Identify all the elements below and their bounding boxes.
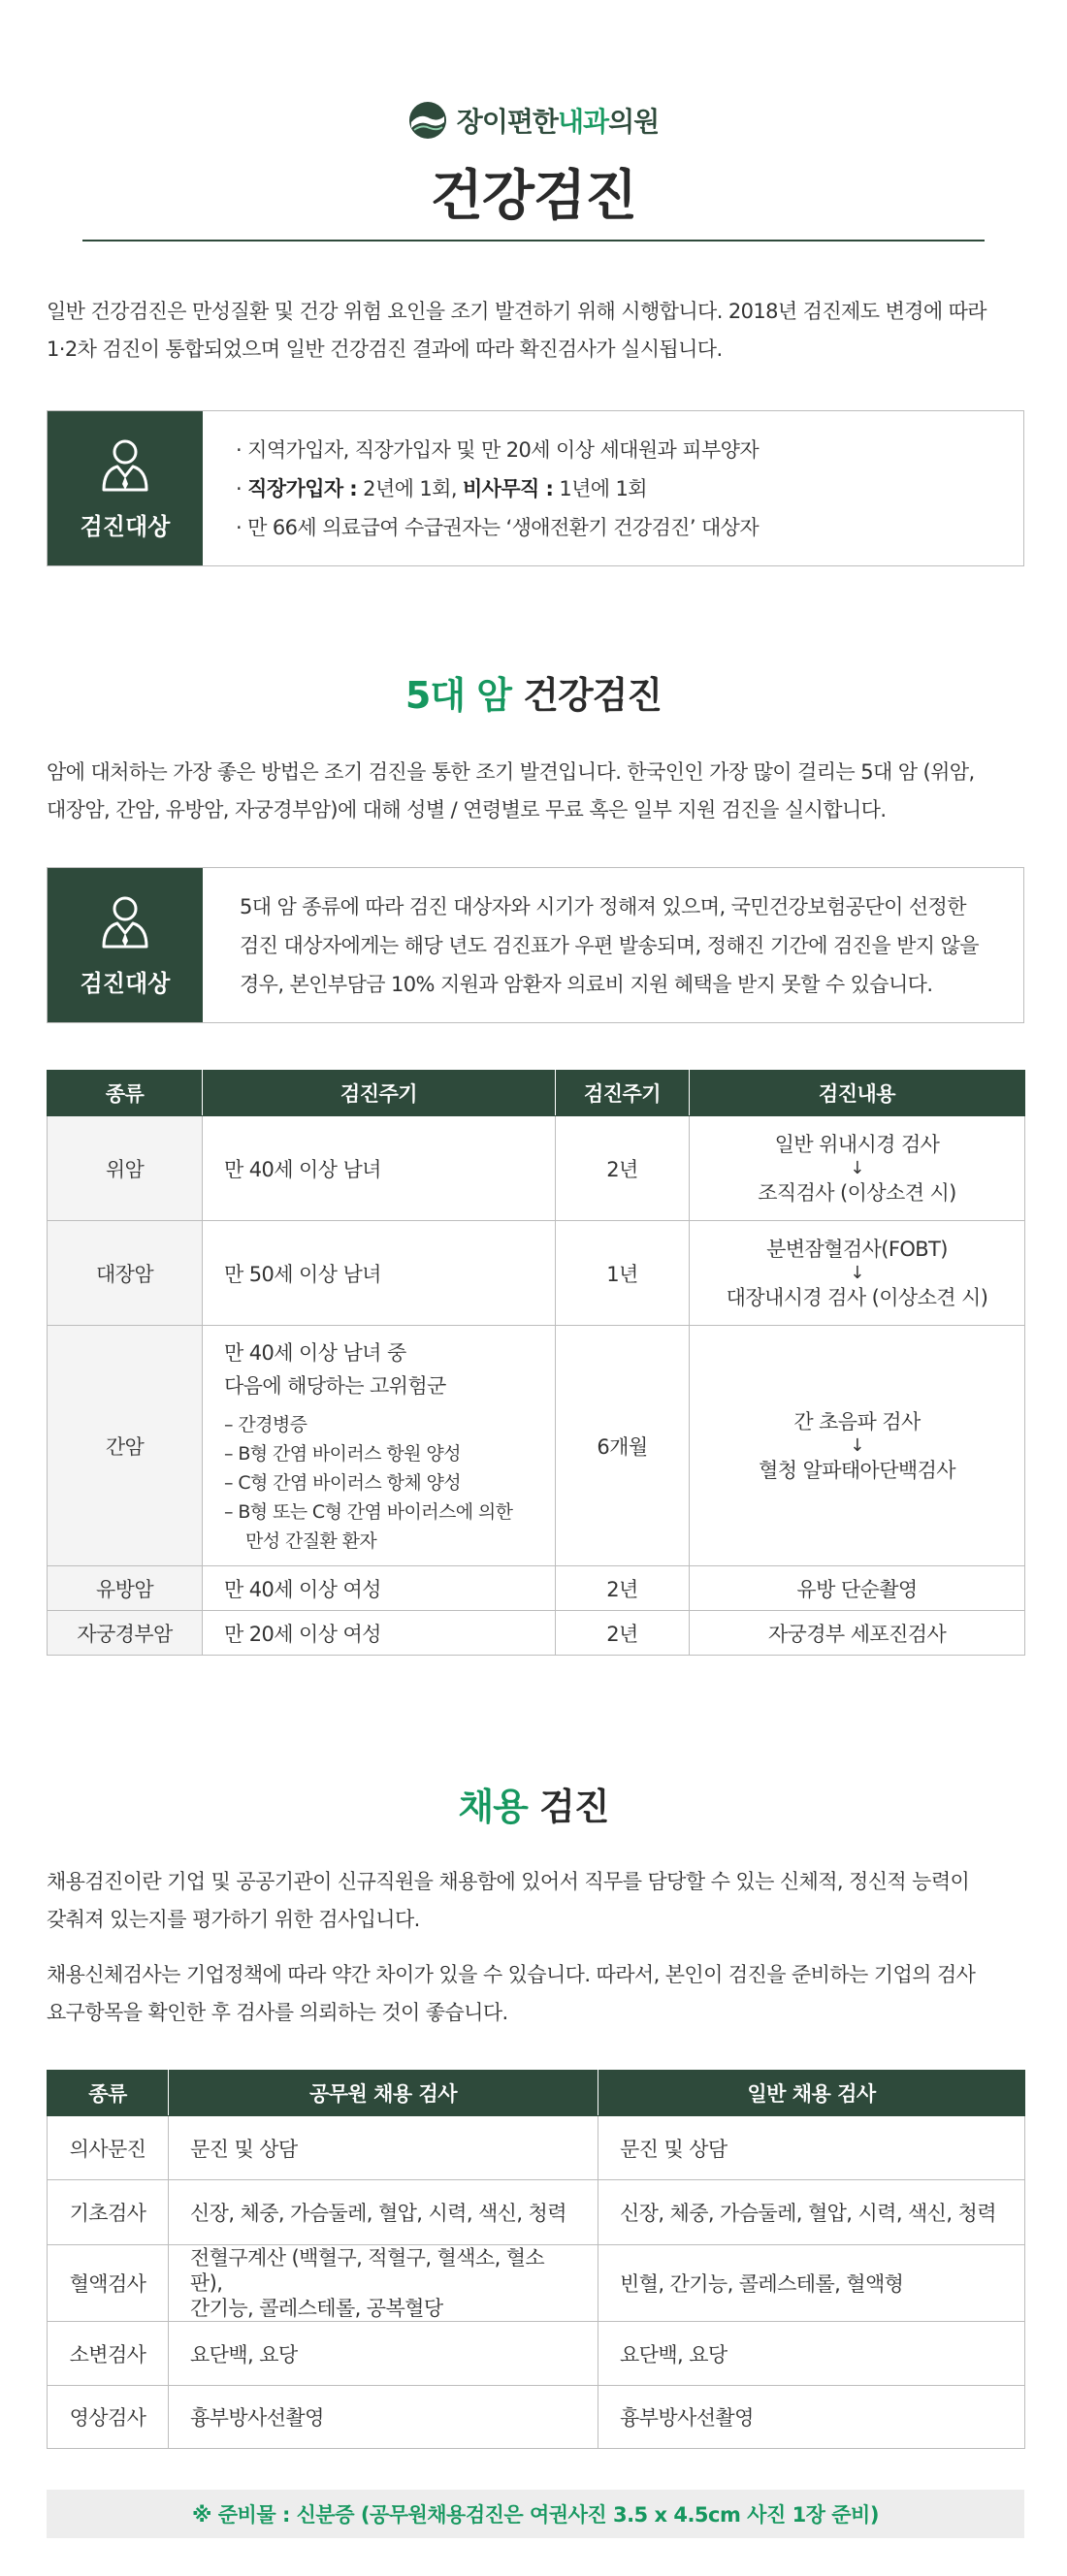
- cancer-kind: 간암: [48, 1326, 203, 1566]
- table-header-row: [48, 2071, 1025, 2116]
- list-item: – 간경병증: [224, 1413, 307, 1435]
- cancer-intro: 암에 대처하는 가장 좋은 방법은 조기 검진을 통한 조기 발견입니다. 한국인인 가장 많이 걸리는 5대 암 (위암, 대장암, 간암, 유방암, 자궁경부암)에 대해 성별 / 연령별로 무료 혹은 일부 지원 검진을 실시합니다.: [47, 760, 975, 821]
- cancer-cycle: 1년: [556, 1221, 690, 1326]
- column-header: 검진내용: [690, 1071, 1025, 1116]
- general-exam: 문진 및 상담: [598, 2116, 1025, 2180]
- exam-kind: 소변검사: [48, 2322, 169, 2386]
- clinic-name: 장이편한내과의원: [456, 106, 660, 138]
- exam-kind: 혈액검사: [48, 2245, 169, 2322]
- target-side-panel: [48, 868, 203, 1022]
- person-with-tie-icon: [98, 435, 152, 494]
- column-header: 종류: [48, 2071, 169, 2116]
- public-exam: 요단백, 요당: [169, 2322, 598, 2386]
- public-exam: 문진 및 상담: [169, 2116, 598, 2180]
- target-label: 검진대상: [80, 970, 171, 997]
- list-item: – B형 또는 C형 간염 바이러스에 의한 만성 간질환 환자: [224, 1500, 513, 1552]
- table-row: [48, 1566, 1025, 1611]
- person-with-tie-icon: [98, 892, 152, 950]
- cancer-target: 만 40세 이상 남녀: [203, 1116, 556, 1221]
- cancer-table: [47, 1070, 1025, 1656]
- exam-kind: 영상검사: [48, 2386, 169, 2449]
- list-item: – B형 간염 바이러스 항원 양성: [224, 1442, 461, 1465]
- cancer-cycle: 2년: [556, 1611, 690, 1656]
- column-header: 일반 채용 검사: [598, 2071, 1025, 2116]
- cancer-cycle: 2년: [556, 1116, 690, 1221]
- cancer-kind: 자궁경부암: [48, 1611, 203, 1656]
- public-exam: 전혈구계산 (백혈구, 적혈구, 혈색소, 혈소판), 간기능, 콜레스테롤, 공복혈당: [169, 2245, 598, 2322]
- down-arrow-icon: ↓: [850, 1157, 864, 1178]
- employment-intro-2: 채용신체검사는 기업정책에 따라 약간 차이가 있을 수 있습니다. 따라서, 본인이 검진을 준비하는 기업의 검사 요구항목을 확인한 후 검사를 의뢰하는 것이 좋습니다.: [47, 1963, 976, 2024]
- cancer-content: 간 초음파 검사 ↓ 혈청 알파태아단백검사: [690, 1326, 1025, 1566]
- table-row: [48, 2180, 1025, 2245]
- general-exam: 흉부방사선촬영: [598, 2386, 1025, 2449]
- cancer-kind: 유방암: [48, 1566, 203, 1611]
- cancer-cycle: 6개월: [556, 1326, 690, 1566]
- cancer-kind: 대장암: [48, 1221, 203, 1326]
- general-intro: 일반 건강검진은 만성질환 및 건강 위험 요인을 조기 발견하기 위해 시행합니다. 2018년 검진제도 변경에 따라 1·2차 검진이 통합되었으며 일반 건강검진 결과에 따라 확진검사가 실시됩니다.: [47, 300, 986, 361]
- column-header: 종류: [48, 1071, 203, 1116]
- risk-group-list: [224, 1410, 534, 1556]
- employment-section-title: 채용 검진: [458, 1786, 609, 1828]
- target-item: · 직장가입자 : 2년에 1회, 비사무직 : 1년에 1회: [236, 476, 647, 500]
- target-label: 검진대상: [80, 513, 171, 540]
- column-header: 검진주기: [203, 1071, 556, 1116]
- list-item: – C형 간염 바이러스 항체 양성: [224, 1471, 462, 1494]
- general-exam: 신장, 체중, 가슴둘레, 혈압, 시력, 색신, 청력: [598, 2180, 1025, 2245]
- cancer-target-box: [47, 867, 1024, 1023]
- cancer-cycle: 2년: [556, 1566, 690, 1611]
- table-row: [48, 1611, 1025, 1656]
- public-exam: 흉부방사선촬영: [169, 2386, 598, 2449]
- table-row: [48, 1221, 1025, 1326]
- public-exam: 신장, 체중, 가슴둘레, 혈압, 시력, 색신, 청력: [169, 2180, 598, 2245]
- cancer-content: 분변잠혈검사(FOBT) ↓ 대장내시경 검사 (이상소견 시): [690, 1221, 1025, 1326]
- general-exam: 빈혈, 간기능, 콜레스테롤, 혈액형: [598, 2245, 1025, 2322]
- target-list: [203, 411, 1023, 565]
- table-row: [48, 2116, 1025, 2180]
- down-arrow-icon: ↓: [850, 1434, 864, 1456]
- column-header: 공무원 채용 검사: [169, 2071, 598, 2116]
- clinic-logo: [0, 97, 1067, 144]
- table-row: [48, 1326, 1025, 1566]
- table-row: [48, 2322, 1025, 2386]
- table-row: [48, 1116, 1025, 1221]
- preparation-note: ※ 준비물 : 신분증 (공무원채용검진은 여권사진 3.5 x 4.5cm 사진 1장 준비): [47, 2490, 1024, 2538]
- cancer-content: 자궁경부 세포진검사: [690, 1611, 1025, 1656]
- cancer-target: 만 20세 이상 여성: [203, 1611, 556, 1656]
- title-divider: [82, 240, 985, 242]
- cancer-target: 만 40세 이상 남녀 중 다음에 해당하는 고위험군 – 간경병증 – B형 간염 바이러스 항원 양성 – C형 간염 바이러스 항체 양성 – B형 또는 C형 간염 바이러스에 의한 만성 간질환 환자: [203, 1326, 556, 1566]
- cancer-target: 만 40세 이상 여성: [203, 1566, 556, 1611]
- exam-kind: 기초검사: [48, 2180, 169, 2245]
- cancer-target: 만 50세 이상 남녀: [203, 1221, 556, 1326]
- cancer-kind: 위암: [48, 1116, 203, 1221]
- target-item: · 지역가입자, 직장가입자 및 만 20세 이상 세대원과 피부양자: [236, 437, 760, 462]
- exam-kind: 의사문진: [48, 2116, 169, 2180]
- employment-intro: 채용검진이란 기업 및 공공기관이 신규직원을 채용함에 있어서 직무를 담당할 수 있는 신체적, 정신적 능력이 갖춰져 있는지를 평가하기 위한 검사입니다.: [47, 1870, 970, 1931]
- table-row: [48, 2245, 1025, 2322]
- cancer-section-title: 5대 암 건강검진: [404, 674, 663, 717]
- cancer-content: 일반 위내시경 검사 ↓ 조직검사 (이상소견 시): [690, 1116, 1025, 1221]
- down-arrow-icon: ↓: [850, 1262, 864, 1283]
- general-target-box: [47, 410, 1024, 566]
- table-row: [48, 2386, 1025, 2449]
- leaf-wave-logo-icon: [408, 101, 447, 140]
- cancer-content: 유방 단순촬영: [690, 1566, 1025, 1611]
- general-exam: 요단백, 요당: [598, 2322, 1025, 2386]
- employment-table: [47, 2070, 1025, 2449]
- target-text: 5대 암 종류에 따라 검진 대상자와 시기가 정해져 있으며, 국민건강보험공단이 선정한 검진 대상자에게는 해당 년도 검진표가 우편 발송되며, 정해진 기간에 검진을 받지 않을 경우, 본인부담금 10% 지원과 암환자 의료비 지원 혜택을 받지 못할 수 있습니다.: [240, 894, 979, 996]
- target-item: · 만 66세 의료급여 수급권자는 ‘생애전환기 건강검진’ 대상자: [236, 515, 760, 539]
- table-header-row: [48, 1071, 1025, 1116]
- target-side-panel: [48, 411, 203, 565]
- page-title: 건강검진: [430, 165, 637, 228]
- column-header: 검진주기: [556, 1071, 690, 1116]
